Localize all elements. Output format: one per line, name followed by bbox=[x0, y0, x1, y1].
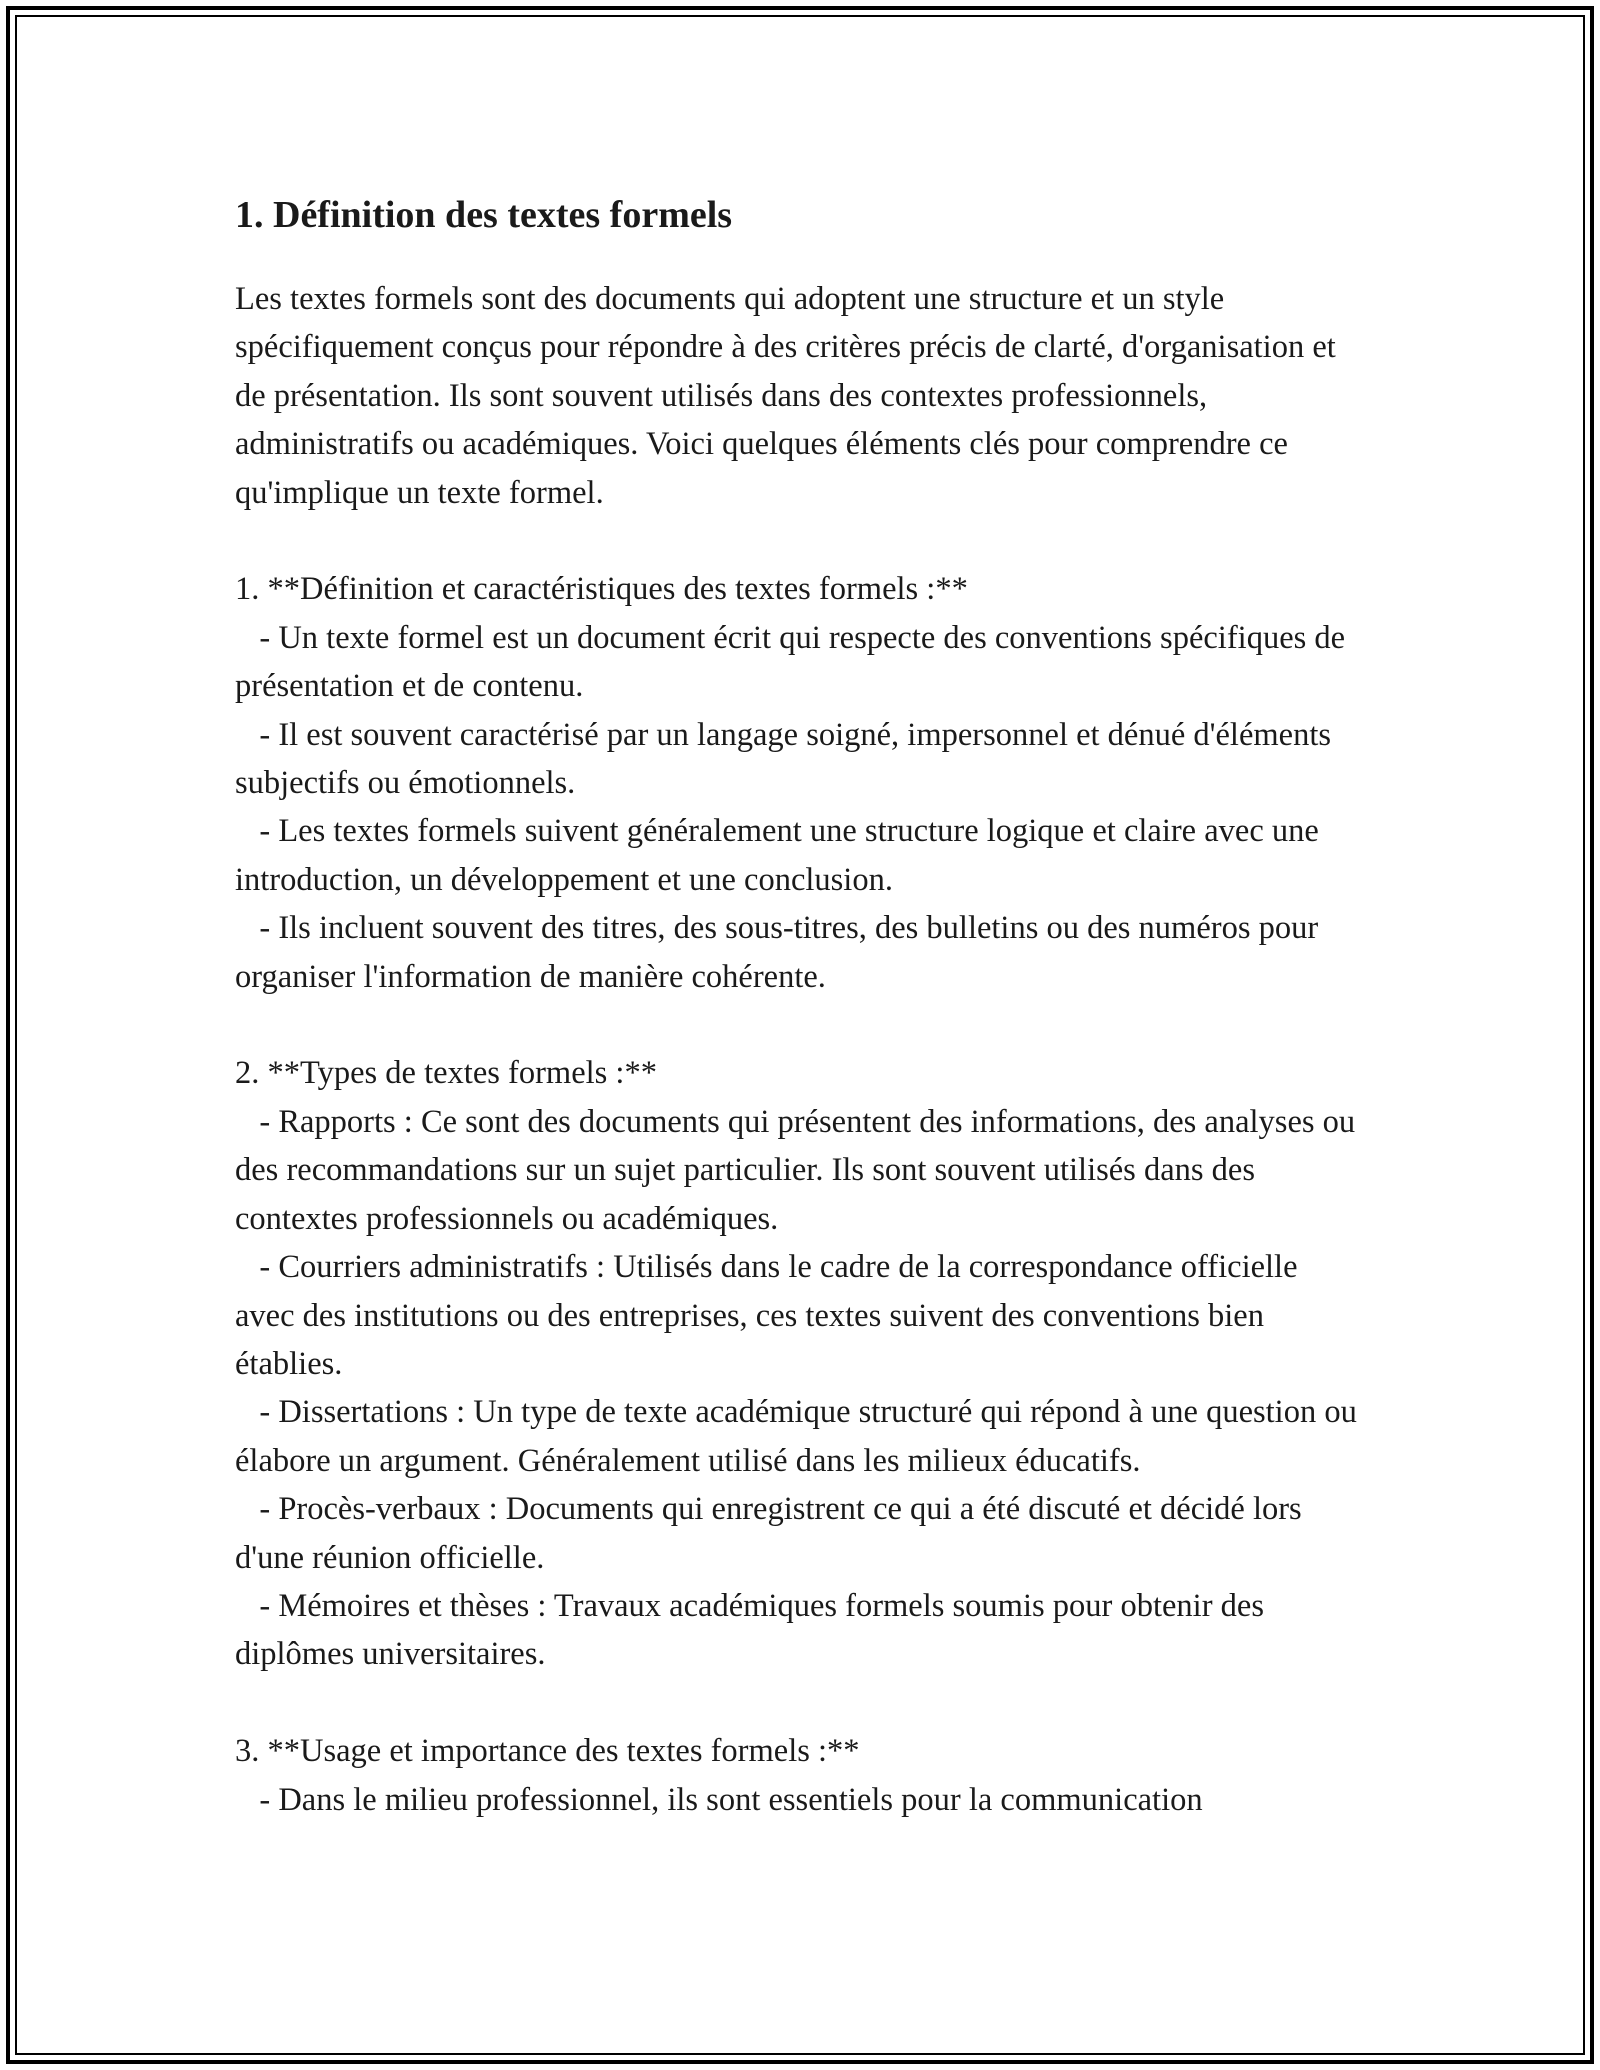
section-2 bbox=[235, 1049, 1365, 1678]
list-item: - Un texte formel est un document écrit qui respecte des conventions spécifiques de présentation et de contenu. bbox=[235, 619, 1354, 705]
section-1 bbox=[235, 565, 1365, 1001]
paragraph-gap bbox=[235, 1679, 1365, 1727]
paragraph-gap bbox=[235, 517, 1365, 565]
list-item: - Dans le milieu professionnel, ils sont essentiels pour la communication bbox=[235, 1781, 1203, 1818]
paragraph-gap bbox=[235, 1001, 1365, 1049]
list-item: - Les textes formels suivent généralement une structure logique et claire avec une introduction, un développement et une conclusion. bbox=[235, 813, 1327, 898]
list-item: - Rapports : Ce sont des documents qui présentent des informations, des analyses ou des recommandations sur un sujet particulier. Ils sont souvent utilisés dans des contextes professionnels ou académiques. bbox=[235, 1103, 1364, 1237]
intro-paragraph: Les textes formels sont des documents qui adoptent une structure et un style spécifiquement conçus pour répondre à des critères précis de clarté, d'organisation et de présentation. Ils sont souvent utilisés dans des contextes professionnels, administratifs ou académiques. Voici quelques éléments clés pour comprendre ce qu'implique un texte formel. bbox=[235, 281, 1344, 511]
document-title: 1. Définition des textes formels bbox=[235, 194, 733, 236]
list-item: - Il est souvent caractérisé par un langage soigné, impersonnel et dénué d'éléments subjectifs ou émotionnels. bbox=[235, 716, 1340, 802]
section-3 bbox=[235, 1727, 1365, 1824]
list-item: - Dissertations : Un type de texte académique structuré qui répond à une question ou élabore un argument. Généralement utilisé dans les milieux éducatifs. bbox=[235, 1394, 1365, 1479]
list-item: - Procès-verbaux : Documents qui enregistrent ce qui a été discuté et décidé lors d'une réunion officielle. bbox=[235, 1491, 1310, 1576]
list-item: - Courriers administratifs : Utilisés dans le cadre de la correspondance officielle avec des institutions ou des entreprises, ces textes suivent des conventions bien établies. bbox=[235, 1249, 1306, 1382]
section-heading: 3. **Usage et importance des textes formels :** bbox=[235, 1733, 860, 1770]
list-item: - Mémoires et thèses : Travaux académiques formels soumis pour obtenir des diplômes universitaires. bbox=[235, 1587, 1273, 1673]
section-heading: 2. **Types de textes formels :** bbox=[235, 1055, 657, 1092]
section-heading: 1. **Définition et caractéristiques des textes formels :** bbox=[235, 571, 968, 608]
list-item: - Ils incluent souvent des titres, des sous-titres, des bulletins ou des numéros pour organiser l'information de manière cohérente. bbox=[235, 910, 1327, 995]
document-body bbox=[235, 185, 1365, 1824]
